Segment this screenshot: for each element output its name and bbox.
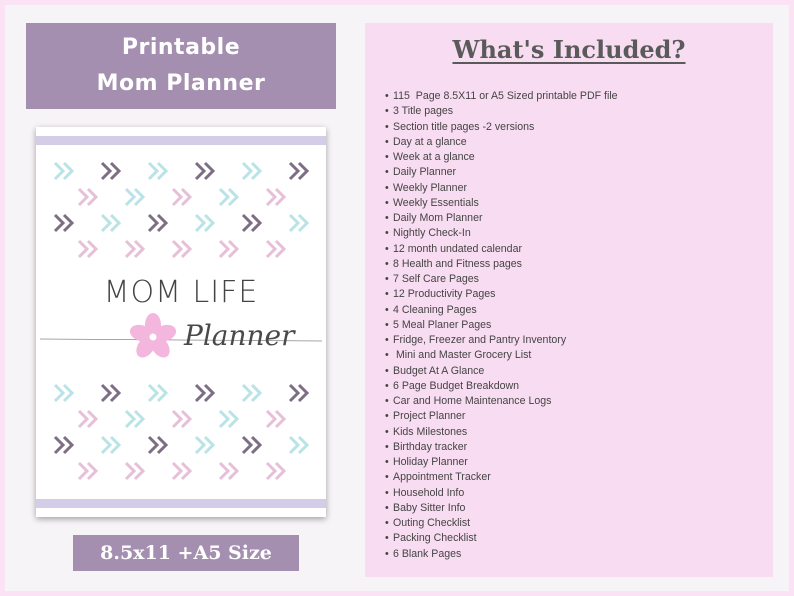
- size-badge: 8.5x11 +A5 Size: [73, 535, 299, 571]
- included-item-label: Fridge, Freezer and Pantry Inventory: [393, 334, 567, 346]
- bullet-icon: •: [385, 303, 389, 316]
- chevron-arrow-icon: [173, 241, 190, 257]
- chevron-arrow-icon: [267, 463, 284, 479]
- included-list-item: [385, 242, 618, 257]
- chevron-arrow-icon: [267, 189, 284, 205]
- bullet-icon: •: [385, 288, 389, 301]
- chevron-arrow-icon: [126, 411, 143, 427]
- included-item-label: Weekly Essentials: [393, 196, 479, 209]
- bullet-icon: •: [385, 212, 389, 224]
- included-item-label: Household Info: [393, 486, 465, 499]
- chevron-arrow-icon: [102, 163, 119, 179]
- planner-cover-image: [36, 127, 326, 517]
- bullet-icon: •: [385, 181, 389, 194]
- chevron-arrow-icon: [173, 463, 190, 479]
- included-list-item: [385, 150, 618, 165]
- included-list-item: [385, 303, 618, 318]
- chevron-arrow-icon: [149, 385, 166, 401]
- bullet-icon: •: [385, 349, 389, 362]
- bullet-icon: •: [385, 547, 389, 560]
- chevron-arrow-icon: [79, 241, 96, 257]
- bullet-icon: •: [385, 257, 389, 270]
- bullet-icon: •: [385, 532, 389, 545]
- included-item-label: Kids Milestones: [393, 425, 468, 438]
- chevron-arrow-icon: [243, 163, 260, 179]
- bullet-icon: •: [385, 395, 389, 407]
- included-item-label: Section title pages -2 versions: [393, 120, 535, 133]
- included-list-item: [385, 394, 618, 409]
- bullet-icon: •: [385, 410, 389, 423]
- included-list-item: [385, 348, 618, 363]
- included-item-label: 8 Health and Fitness pages: [393, 257, 522, 270]
- chevron-arrow-icon: [267, 241, 284, 257]
- bullet-icon: •: [385, 90, 389, 102]
- included-list-item: [385, 226, 618, 241]
- included-list-item: [385, 333, 618, 348]
- chevron-arrow-icon: [243, 385, 260, 401]
- chevron-arrow-icon: [196, 163, 213, 179]
- product-title-box: [26, 23, 336, 109]
- chevron-arrow-icon: [149, 215, 166, 231]
- chevron-arrow-icon: [290, 215, 307, 231]
- chevron-arrow-icon: [220, 241, 237, 257]
- included-item-label: Daily Mom Planner: [393, 212, 483, 224]
- bullet-icon: •: [385, 456, 389, 468]
- included-item-label: Car and Home Maintenance Logs: [393, 395, 552, 407]
- included-item-label: Appointment Tracker: [393, 471, 491, 484]
- chevron-arrow-icon: [102, 437, 119, 453]
- included-list-item: [385, 547, 618, 562]
- chevron-arrow-icon: [102, 385, 119, 401]
- included-item-label: Project Planner: [393, 410, 466, 423]
- included-list-item: [385, 486, 618, 501]
- bullet-icon: •: [385, 334, 389, 346]
- included-item-label: Day at a glance: [393, 135, 467, 148]
- included-list-item: [385, 104, 618, 119]
- included-list-item: [385, 272, 618, 287]
- product-title-line2: Mom Planner: [96, 71, 266, 96]
- bullet-icon: •: [385, 379, 389, 392]
- bullet-icon: •: [385, 471, 389, 484]
- included-list: [385, 89, 618, 562]
- bullet-icon: •: [385, 273, 389, 285]
- included-item-label: Weekly Planner: [393, 181, 467, 194]
- included-list-item: [385, 470, 618, 485]
- bullet-icon: •: [385, 135, 389, 148]
- chevron-arrow-icon: [149, 437, 166, 453]
- whats-included-panel: [365, 23, 773, 577]
- chevron-arrow-icon: [196, 437, 213, 453]
- included-list-item: [385, 135, 618, 150]
- whats-included-title: What's Included?: [452, 35, 686, 64]
- chevron-arrow-icon: [220, 411, 237, 427]
- included-list-item: [385, 211, 618, 226]
- chevron-arrow-icon: [196, 385, 213, 401]
- included-item-label: 6 Blank Pages: [393, 547, 462, 560]
- included-item-label: 4 Cleaning Pages: [393, 303, 477, 316]
- included-item-label: Outing Checklist: [393, 517, 471, 529]
- chevron-arrow-icon: [196, 215, 213, 231]
- included-item-label: Holiday Planner: [393, 456, 468, 468]
- included-list-item: [385, 257, 618, 272]
- included-item-label: 6 Page Budget Breakdown: [393, 379, 520, 392]
- bullet-icon: •: [385, 440, 389, 453]
- chevron-arrow-icon: [267, 411, 284, 427]
- chevron-arrow-icon: [220, 463, 237, 479]
- bullet-icon: •: [385, 120, 389, 133]
- included-list-item: [385, 89, 618, 104]
- included-list-item: [385, 379, 618, 394]
- included-item-label: Nightly Check-In: [393, 227, 471, 240]
- cover-title: MOM LIFE: [103, 275, 259, 310]
- included-item-label: 5 Meal Planer Pages: [393, 318, 492, 331]
- bullet-icon: •: [385, 196, 389, 209]
- included-item-label: Mini and Master Grocery List: [393, 349, 532, 362]
- included-list-item: [385, 120, 618, 135]
- chevron-arrow-icon: [55, 163, 72, 179]
- included-list-item: [385, 440, 618, 455]
- included-list-item: [385, 516, 618, 531]
- included-list-item: [385, 364, 618, 379]
- included-item-label: 12 Productivity Pages: [393, 288, 496, 301]
- bullet-icon: •: [385, 227, 389, 240]
- chevron-arrow-icon: [55, 437, 72, 453]
- chevron-arrow-icon: [290, 163, 307, 179]
- bullet-icon: •: [385, 425, 389, 438]
- included-item-label: 115 Page 8.5X11 or A5 Sized printable PDF file: [393, 90, 618, 102]
- chevron-arrow-icon: [126, 189, 143, 205]
- included-list-item: [385, 318, 618, 333]
- chevron-arrow-icon: [102, 215, 119, 231]
- cover-script-title: Planner: [184, 319, 295, 352]
- included-list-item: [385, 196, 618, 211]
- included-item-label: Week at a glance: [393, 151, 475, 163]
- included-item-label: 12 month undated calendar: [393, 242, 522, 255]
- included-list-item: [385, 455, 618, 470]
- chevron-arrow-icon: [55, 385, 72, 401]
- included-item-label: Budget At A Glance: [393, 364, 485, 377]
- product-title-line1: Printable: [121, 35, 241, 60]
- chevron-arrow-icon: [126, 241, 143, 257]
- bullet-icon: •: [385, 166, 389, 179]
- bullet-icon: •: [385, 517, 389, 529]
- chevron-arrow-icon: [290, 385, 307, 401]
- chevron-arrow-icon: [243, 437, 260, 453]
- included-list-item: [385, 409, 618, 424]
- included-item-label: Packing Checklist: [393, 532, 477, 545]
- chevron-arrow-icon: [149, 163, 166, 179]
- chevron-arrow-icon: [173, 411, 190, 427]
- bullet-icon: •: [385, 318, 389, 331]
- bullet-icon: •: [385, 486, 389, 499]
- included-list-item: [385, 531, 618, 546]
- included-list-item: [385, 501, 618, 516]
- included-item-label: Baby Sitter Info: [393, 501, 466, 514]
- chevron-arrow-icon: [79, 189, 96, 205]
- included-list-item: [385, 425, 618, 440]
- included-list-item: [385, 287, 618, 302]
- included-item-label: Birthday tracker: [393, 440, 468, 453]
- chevron-arrow-icon: [79, 463, 96, 479]
- included-list-item: [385, 181, 618, 196]
- chevron-arrow-icon: [173, 189, 190, 205]
- bullet-icon: •: [385, 364, 389, 377]
- flower-icon: [128, 313, 179, 361]
- bullet-icon: •: [385, 242, 389, 255]
- included-item-label: Daily Planner: [393, 166, 457, 179]
- bullet-icon: •: [385, 501, 389, 514]
- bullet-icon: •: [385, 151, 389, 163]
- included-item-label: 7 Self Care Pages: [393, 273, 479, 285]
- chevron-arrow-icon: [55, 215, 72, 231]
- chevron-arrow-icon: [79, 411, 96, 427]
- included-list-item: [385, 165, 618, 180]
- chevron-arrow-icon: [290, 437, 307, 453]
- chevron-arrow-icon: [243, 215, 260, 231]
- bullet-icon: •: [385, 105, 389, 118]
- included-item-label: 3 Title pages: [393, 105, 454, 118]
- chevron-arrow-icon: [220, 189, 237, 205]
- chevron-arrow-icon: [126, 463, 143, 479]
